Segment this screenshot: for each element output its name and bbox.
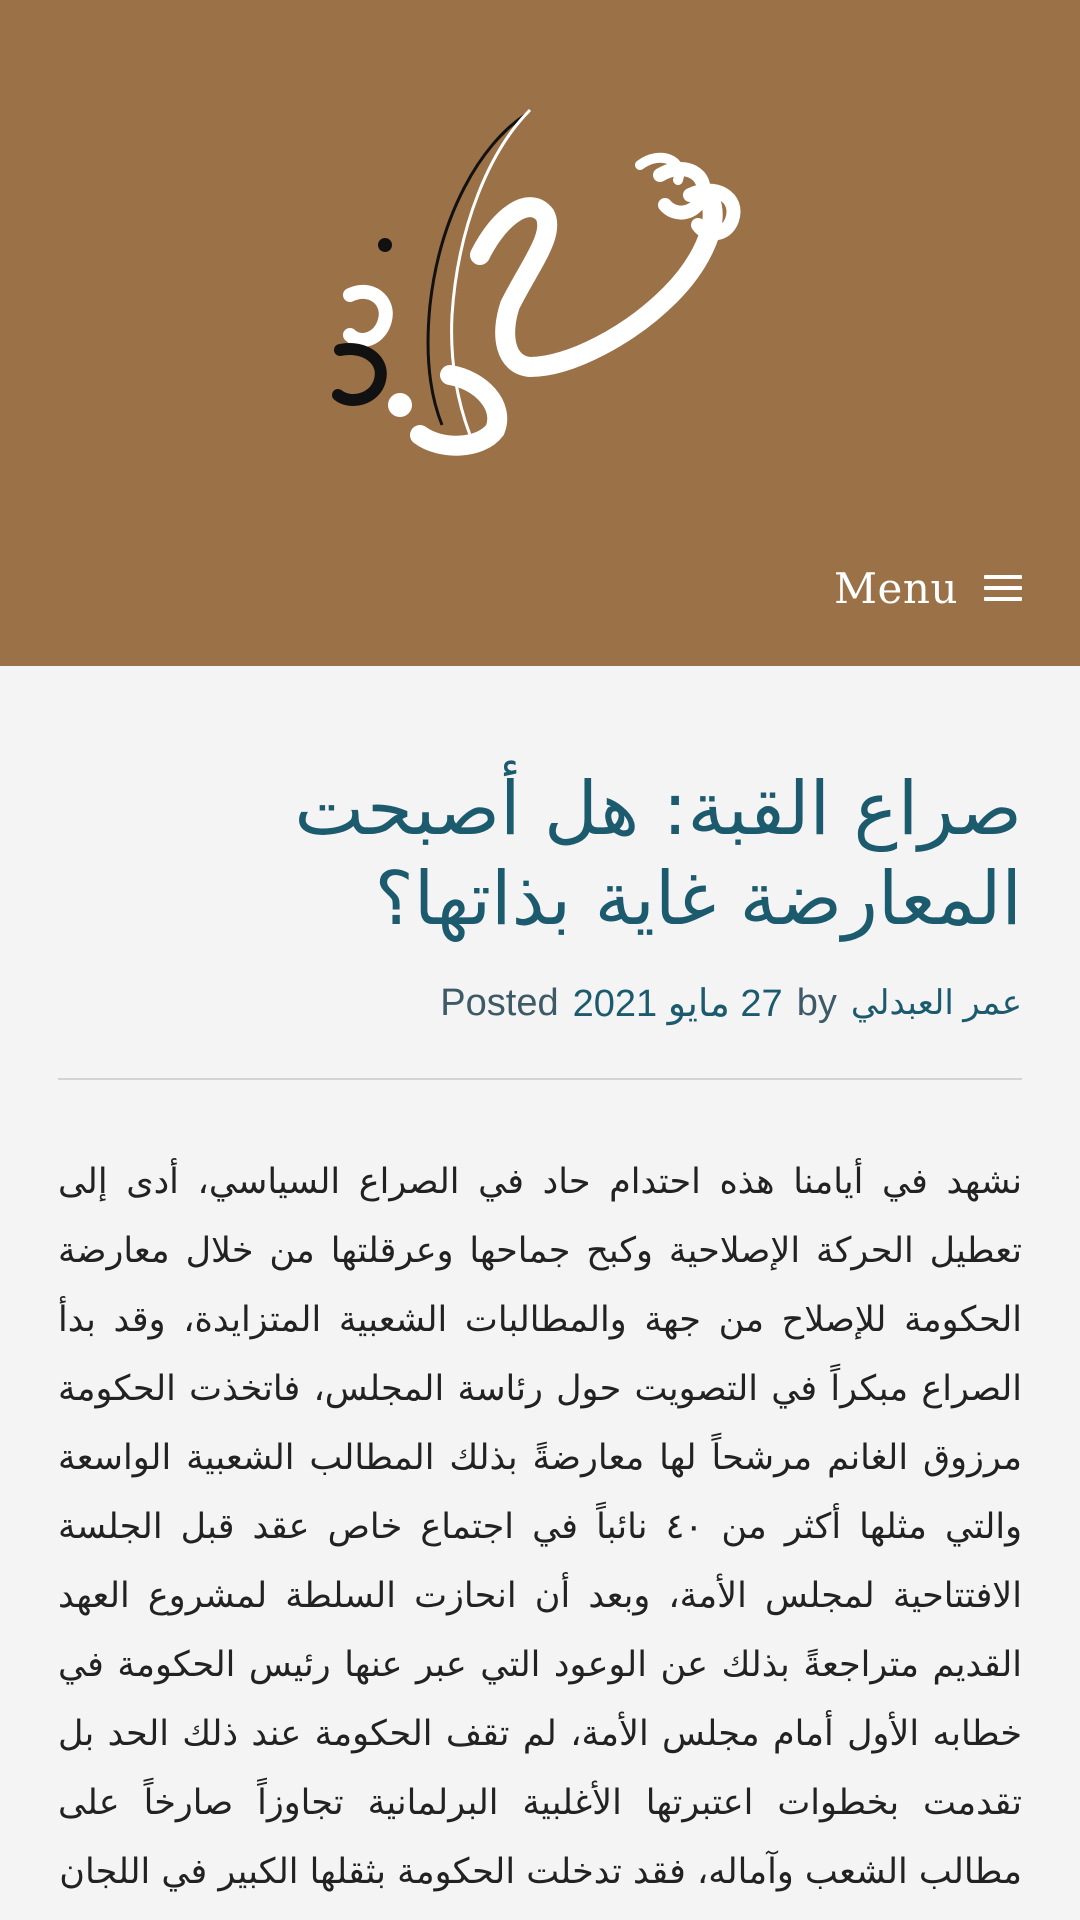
calligraphy-logo-icon[interactable] [330,105,850,465]
by-label: by [796,981,837,1024]
main-content [0,764,1080,1907]
menu-label: Menu [834,563,958,613]
menu-toggle-button[interactable] [834,560,1022,616]
posted-label: Posted [440,981,559,1024]
divider [58,1078,1022,1080]
post-body: نشهد في أيامنا هذه احتدام حاد في الصراع السياسي، أدى إلى تعطيل الحركة الإصلاحية وكبح جماحها وعرقلتها من خلال معارضة الحكومة للإصلاح من جهة والمطالبات الشعبية المتزايدة، وقد بدأ الصراع مبكراً في التصويت حول رئاسة المجلس، فاتخذت الحكومة مرزوق الغانم مرشحاً لها معارضةً بذلك المطالب الشعبية الواسعة والتي مثلها أكثر من ٤٠ نائباً في اجتماع خاص عقد قبل الجلسة الافتتاحية لمجلس الأمة، وبعد أن انحازت السلطة لمشروع العهد القديم متراجعةً بذلك عن الوعود التي عبر عنها رئيس الحكومة في خطابه الأول أمام مجلس الأمة، لم تقف الحكومة عند ذلك الحد بل تقدمت بخطوات اعتبرتها الأغلبية البرلمانية تجاوزاً صارخاً على مطالب الشعب وآماله، فقد تدخلت الحكومة بثقلها الكبير في اللجان [58,1162,1022,1892]
author-link[interactable]: عمر العبدلي [850,984,1022,1022]
post-title[interactable]: صراع القبة: هل أصبحت المعارضة غاية بذاتها؟ [294,766,1022,942]
post-meta [58,980,1022,1026]
site-header [0,0,1080,666]
post-date-link[interactable]: 27 مايو 2021 [572,982,783,1025]
hamburger-icon [984,575,1022,601]
